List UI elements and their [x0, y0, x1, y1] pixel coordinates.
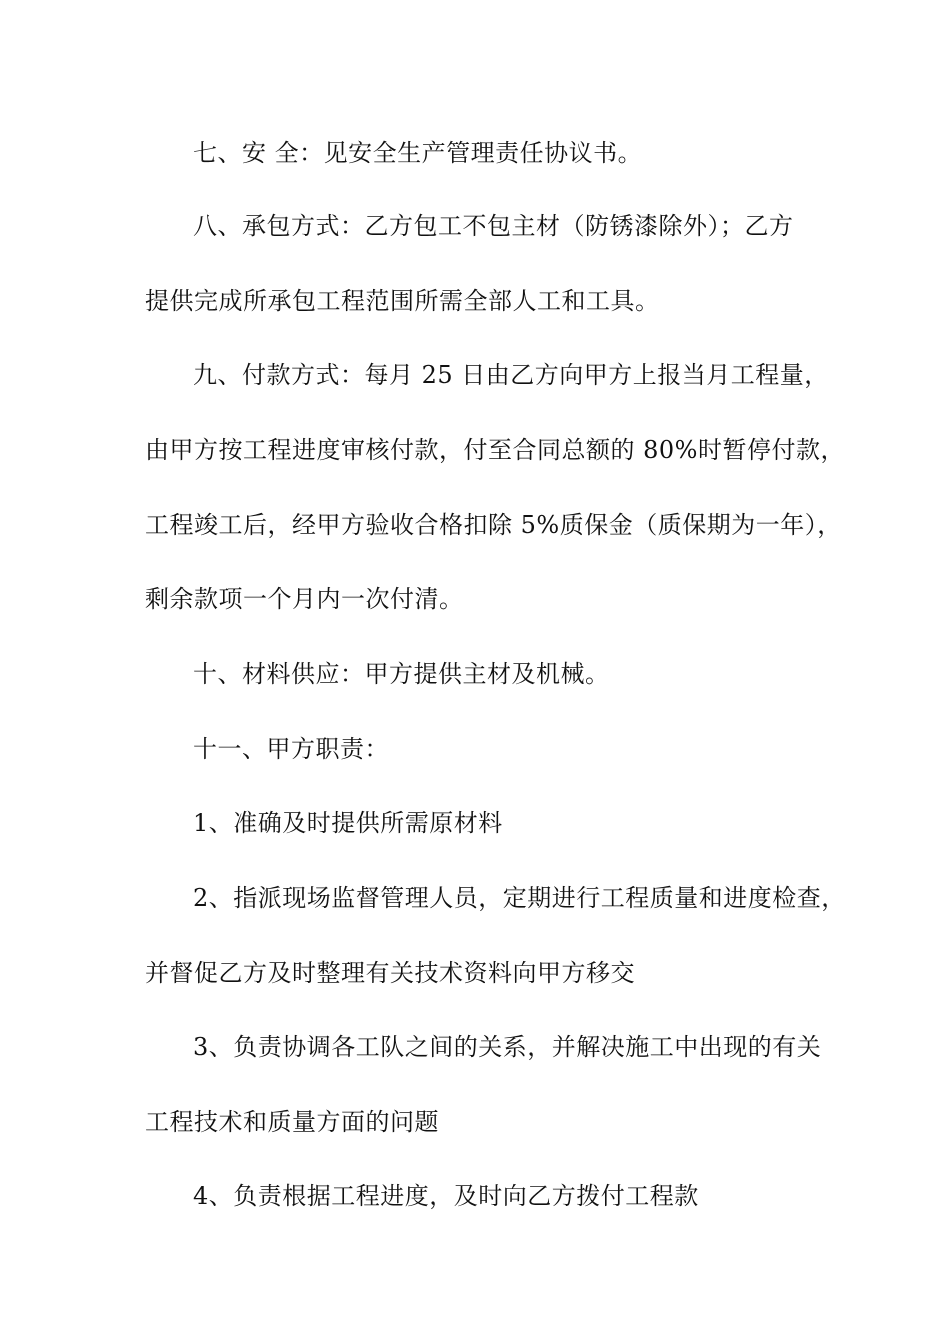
clause-11-item-2: 2、指派现场监督管理人员，定期进行工程质量和进度检查， [193, 884, 846, 912]
clause-9-continued-2: 工程竣工后，经甲方验收合格扣除 5%质保金（质保期为一年）， [145, 511, 842, 539]
clause-11-item-4: 4、负责根据工程进度，及时向乙方拨付工程款 [193, 1182, 699, 1210]
clause-10-materials: 十、材料供应：甲方提供主材及机械。 [193, 660, 610, 688]
clause-11-item-3-continued: 工程技术和质量方面的问题 [145, 1108, 439, 1136]
clause-11-heading: 十一、甲方职责： [193, 735, 389, 763]
clause-8-continued: 提供完成所承包工程范围所需全部人工和工具。 [145, 287, 660, 315]
clause-11-item-3: 3、负责协调各工队之间的关系，并解决施工中出现的有关 [193, 1033, 822, 1061]
clause-9-payment: 九、付款方式：每月 25 日由乙方向甲方上报当月工程量， [193, 361, 829, 389]
clause-8-contract-mode: 八、承包方式：乙方包工不包主材（防锈漆除外）；乙方 [193, 212, 794, 240]
clause-9-continued-3: 剩余款项一个月内一次付清。 [145, 585, 464, 613]
clause-7-safety: 七、安 全：见安全生产管理责任协议书。 [193, 139, 643, 167]
clause-9-continued-1: 由甲方按工程进度审核付款，付至合同总额的 80%时暂停付款， [145, 436, 845, 464]
clause-11-item-2-continued: 并督促乙方及时整理有关技术资料向甲方移交 [145, 959, 635, 987]
clause-11-item-1: 1、准确及时提供所需原材料 [193, 809, 503, 837]
